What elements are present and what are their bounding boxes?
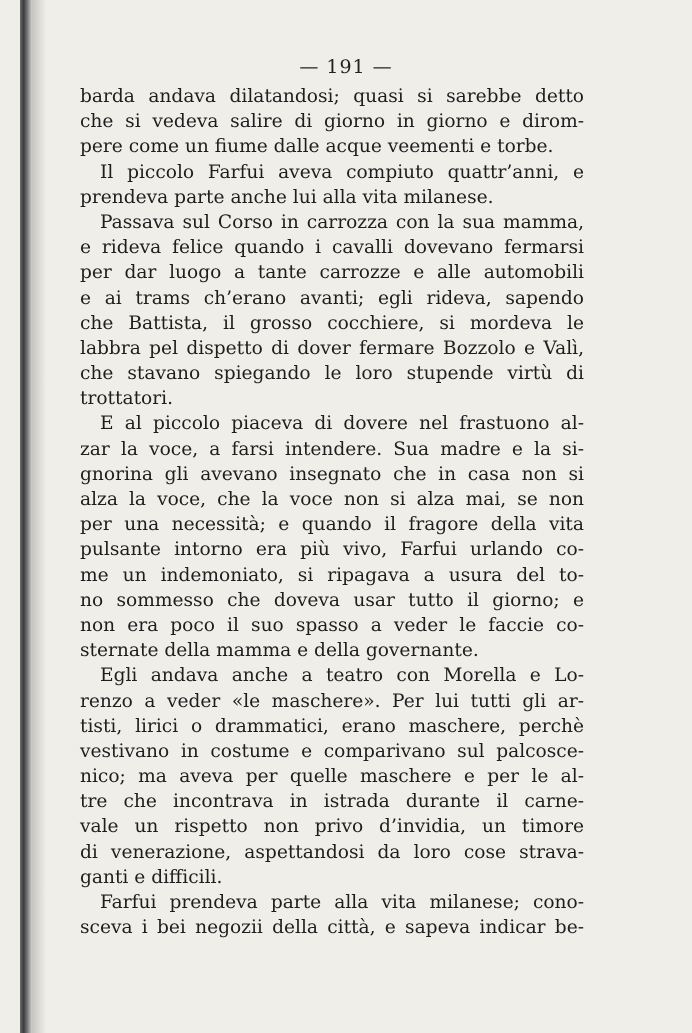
text-line: e rideva felice quando i cavalli dovevano fermarsi xyxy=(80,237,584,259)
text-line: me un indemoniato, si ripagava a usura del to- xyxy=(80,564,584,586)
page-number: — 191 — xyxy=(299,56,393,78)
text-line: non era poco il suo spasso a veder le faccie co- xyxy=(80,614,584,636)
text-line: che stavano spiegando le loro stupende virtù di xyxy=(80,363,584,385)
text-line: no sommesso che doveva usar tutto il giorno; e xyxy=(80,589,584,611)
text-line: sternate della mamma e della governante. xyxy=(80,640,479,662)
text-line: e ai trams ch’erano avanti; egli rideva, sapendo xyxy=(80,287,584,309)
text-line: Passava sul Corso in carrozza con la sua mamma, xyxy=(100,211,584,233)
text-line: labbra pel dispetto di dover fermare Bozzolo e Valì, xyxy=(80,337,584,359)
text-line: Farfui prendeva parte alla vita milanese; cono- xyxy=(100,892,584,913)
text-line: zar la voce, a farsi intendere. Sua madre e la si- xyxy=(80,438,584,460)
text-line: pulsante intorno era più vivo, Farfui urlando co- xyxy=(80,539,584,561)
paragraph xyxy=(80,160,584,210)
paragraph xyxy=(80,84,584,160)
paragraph xyxy=(80,663,584,890)
text-line: prendeva parte anche lui alla vita milanese. xyxy=(80,186,494,208)
text-line: che Battista, il grosso cocchiere, si mordeva le xyxy=(80,312,584,334)
paragraph xyxy=(80,890,584,940)
text-line: nico; ma aveva per quelle maschere e per le al- xyxy=(80,766,584,788)
text-line: E al piccolo piaceva di dovere nel frastuono al- xyxy=(100,413,584,435)
paragraph xyxy=(80,210,584,412)
text-line: renzo a veder «le maschere». Per lui tutti gli ar- xyxy=(80,690,584,712)
text-line: ganti e difficili. xyxy=(80,866,223,888)
paragraph xyxy=(80,411,584,663)
book-spine-edge xyxy=(20,0,32,1033)
text-line: Il piccolo Farfui aveva compiuto quattr’anni, e xyxy=(100,161,584,183)
text-line: pere come un fiume dalle acque veementi e torbe. xyxy=(80,136,554,158)
text-line: tre che incontrava in istrada durante il carne- xyxy=(80,791,584,813)
text-line: barda andava dilatandosi; quasi si sarebbe detto xyxy=(80,86,584,107)
text-line: Egli andava anche a teatro con Morella e Lo- xyxy=(100,665,584,687)
text-line: trottatori. xyxy=(80,388,173,410)
text-line: per dar luogo a tante carrozze e alle automobili xyxy=(80,262,584,284)
text-line: tisti, lirici o drammatici, erano maschere, perchè xyxy=(80,715,584,737)
spine-shadow xyxy=(32,0,46,1033)
text-line: sceva i bei negozii della città, e sapeva indicar be- xyxy=(80,917,584,939)
text-line: vestivano in costume e comparivano sul palcosce- xyxy=(80,740,584,762)
text-line: vale un rispetto non privo d’invidia, un timore xyxy=(80,816,584,838)
body-text xyxy=(80,84,584,940)
text-line: che si vedeva salire di giorno in giorno e dirom- xyxy=(80,111,584,133)
text-line: gnorina gli avevano insegnato che in casa non si xyxy=(80,463,584,485)
text-line: alza la voce, che la voce non si alza mai, se non xyxy=(80,489,584,510)
text-line: per una necessità; e quando il fragore della vita xyxy=(80,514,584,536)
text-line: di venerazione, aspettandosi da loro cose strava- xyxy=(80,841,584,863)
